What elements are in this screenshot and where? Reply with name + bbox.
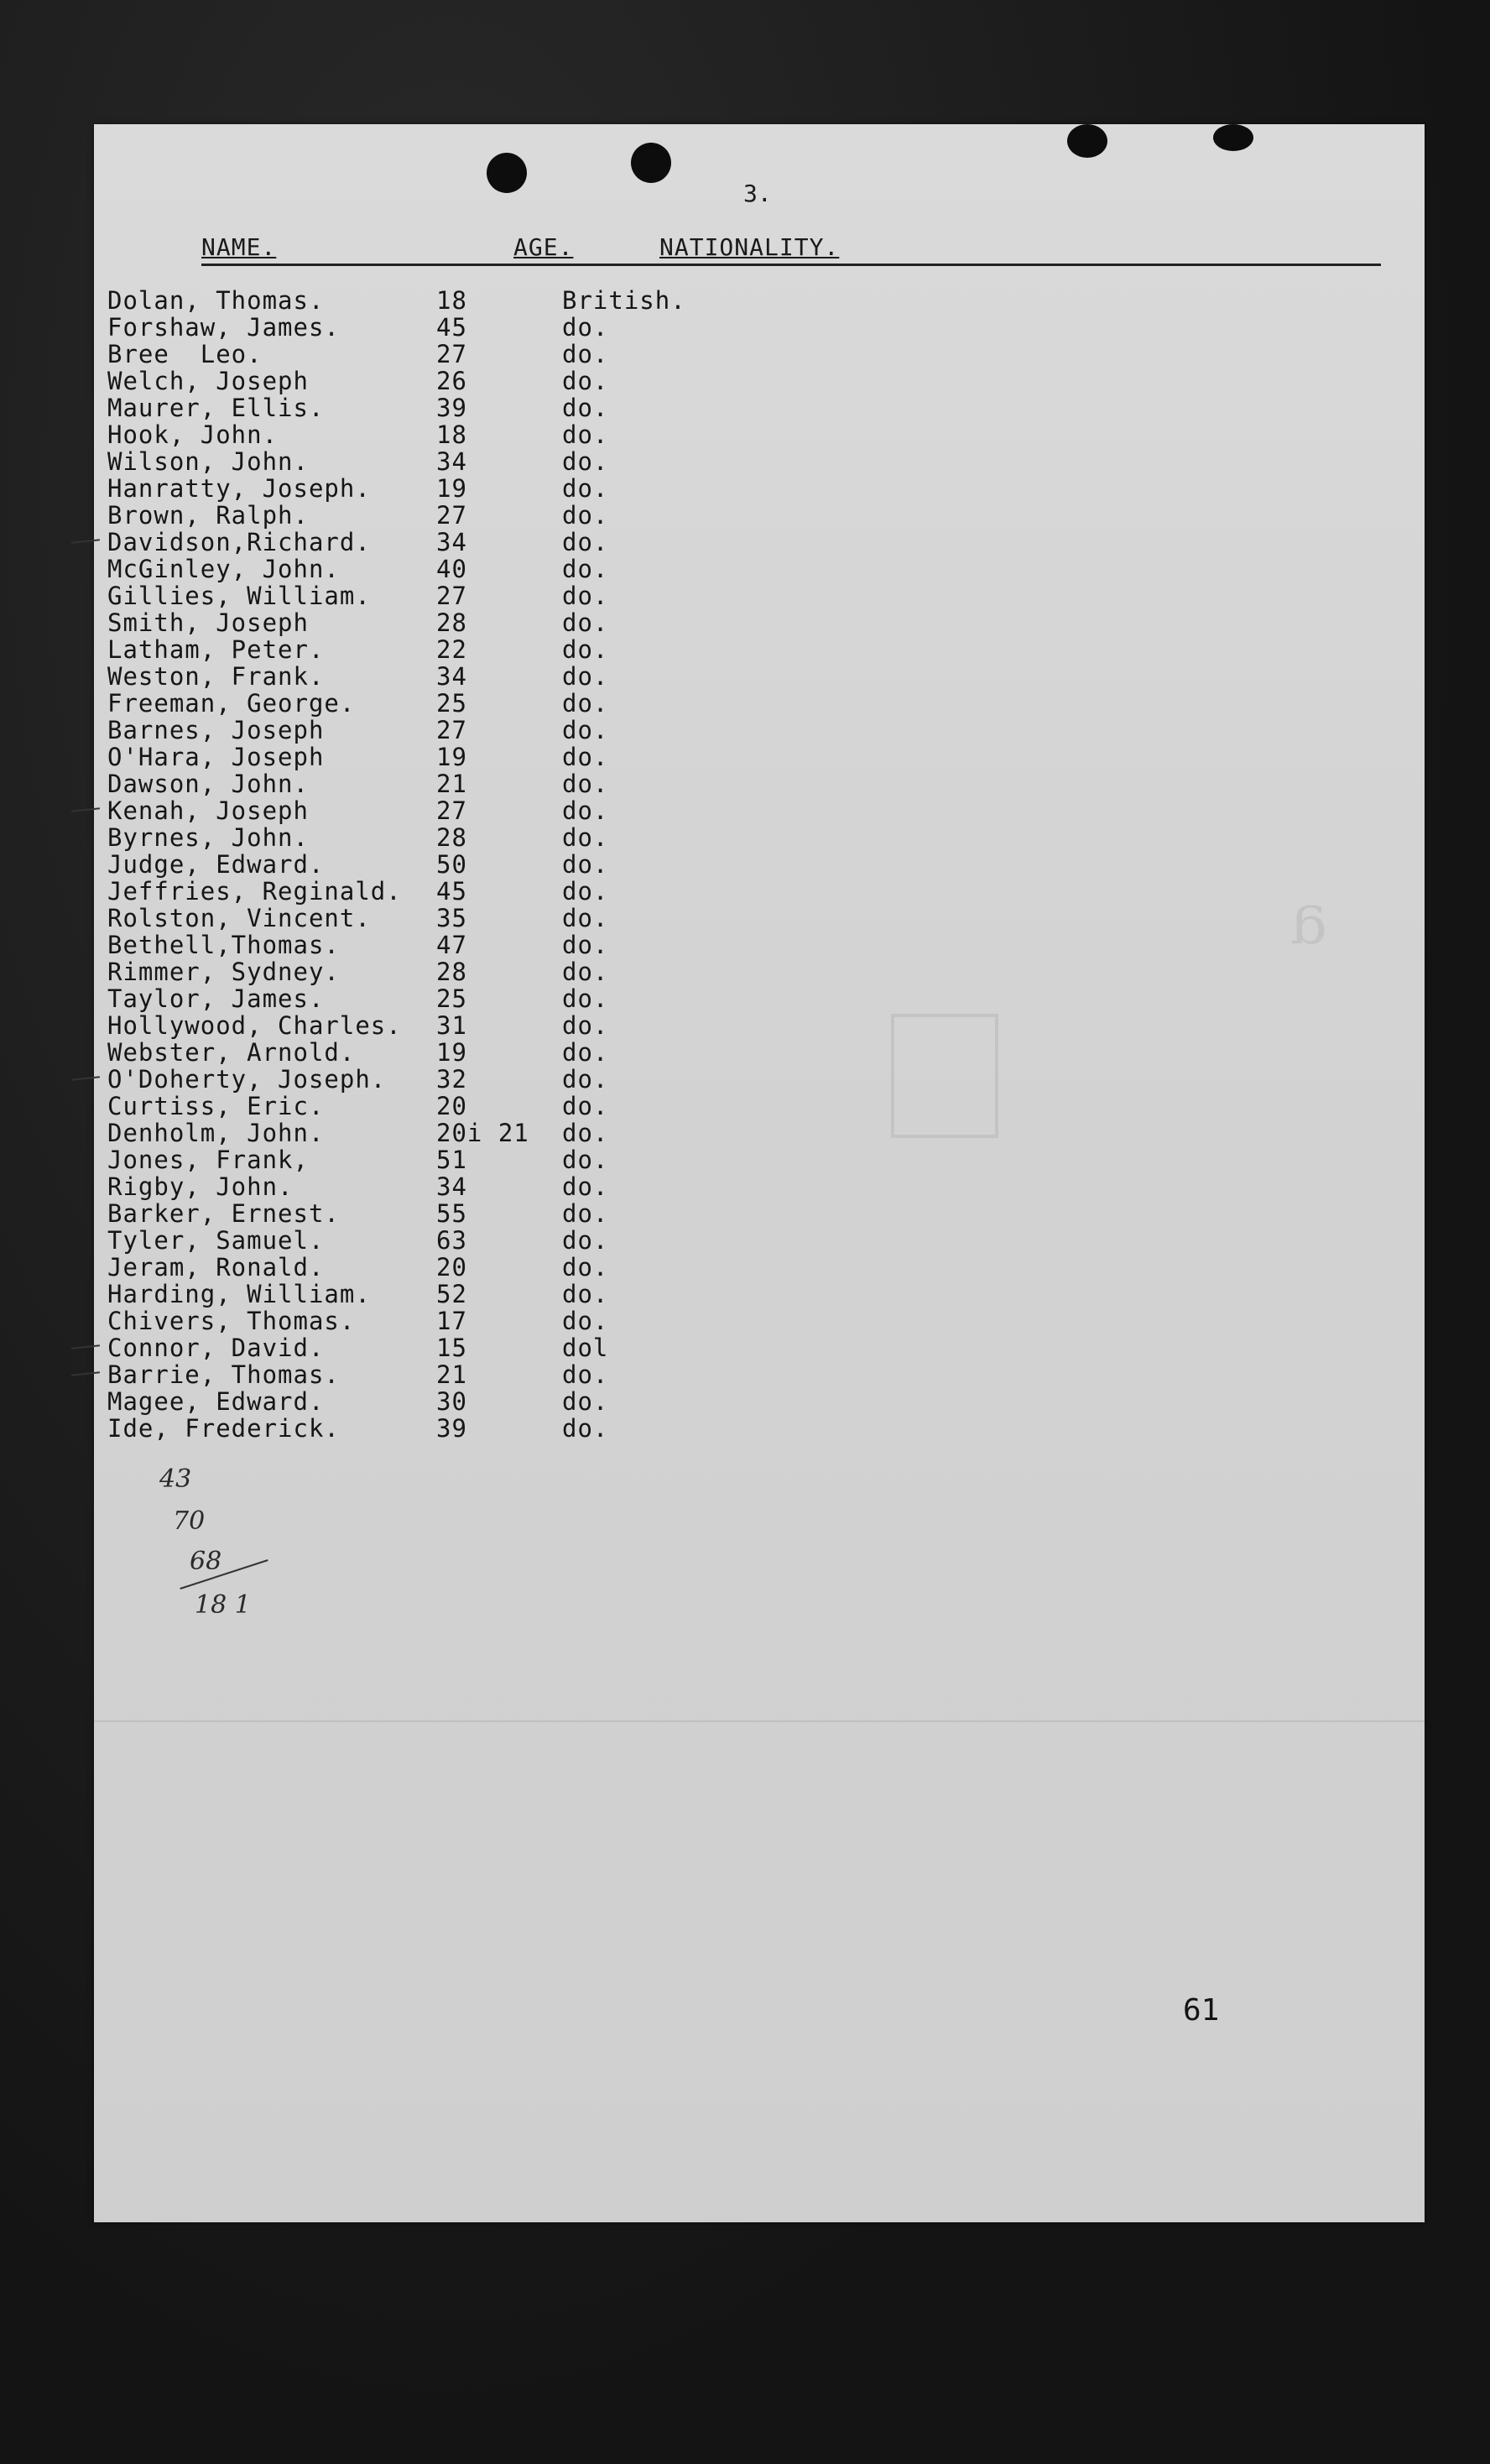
nationality-cell: do. (562, 474, 609, 503)
list-row (0, 314, 1331, 341)
name-cell: Hanratty, Joseph. (107, 474, 371, 503)
name-cell: Jeram, Ronald. (107, 1253, 325, 1282)
nationality-cell: do. (562, 313, 609, 342)
list-row (0, 1281, 1331, 1308)
name-cell: Dawson, John. (107, 770, 309, 798)
punch-hole (1067, 124, 1107, 158)
name-cell: Davidson,Richard. (107, 528, 371, 556)
age-cell: 25 (436, 984, 467, 1013)
list-row (0, 341, 1331, 368)
nationality-cell: do. (562, 716, 609, 744)
punch-hole (631, 143, 671, 183)
name-cell: Rimmer, Sydney. (107, 958, 340, 986)
name-cell: Freeman, George. (107, 689, 356, 718)
nationality-cell: do. (562, 770, 609, 798)
age-cell: 55 (436, 1199, 467, 1228)
nationality-cell: do. (562, 501, 609, 530)
name-cell: McGinley, John. (107, 555, 340, 583)
header-age: AGE. (513, 233, 574, 261)
list-row (0, 421, 1331, 448)
passenger-list (0, 287, 1331, 1442)
age-cell: 20 (436, 1253, 467, 1282)
nationality-cell: do. (562, 420, 609, 449)
name-cell: Wilson, John. (107, 447, 309, 476)
nationality-cell: do. (562, 904, 609, 932)
nationality-cell: do. (562, 1092, 609, 1120)
list-row (0, 368, 1331, 394)
name-cell: Latham, Peter. (107, 635, 325, 664)
name-cell: O'Doherty, Joseph. (107, 1065, 387, 1094)
name-cell: Bree Leo. (107, 340, 263, 368)
nationality-cell: do. (562, 850, 609, 879)
list-row (0, 609, 1331, 636)
nationality-cell: do. (562, 608, 609, 637)
nationality-cell: do. (562, 1011, 609, 1040)
age-cell: 25 (436, 689, 467, 718)
nationality-cell: do. (562, 1307, 609, 1335)
list-row (0, 1334, 1331, 1361)
age-cell: 26 (436, 367, 467, 395)
age-cell: 45 (436, 313, 467, 342)
name-cell: O'Hara, Joseph (107, 743, 325, 771)
list-row (0, 1415, 1331, 1442)
name-cell: Gillies, William. (107, 582, 371, 610)
age-cell: 28 (436, 823, 467, 852)
age-cell: 35 (436, 904, 467, 932)
tick-mark (71, 1371, 100, 1376)
list-row (0, 1200, 1331, 1227)
age-cell: 47 (436, 931, 467, 959)
name-cell: Curtiss, Eric. (107, 1092, 325, 1120)
list-row (0, 1227, 1331, 1254)
nationality-cell: do. (562, 1172, 609, 1201)
list-row (0, 287, 1331, 314)
name-cell: Connor, David. (107, 1334, 325, 1362)
age-cell: 20 (436, 1092, 467, 1120)
list-row (0, 1173, 1331, 1200)
list-row (0, 448, 1331, 475)
age-cell: 18 (436, 286, 467, 315)
name-cell: Jones, Frank, (107, 1146, 309, 1174)
ghost-stamp: ᵍ (1290, 864, 1327, 972)
nationality-cell: do. (562, 1253, 609, 1282)
name-cell: Smith, Joseph (107, 608, 309, 637)
nationality-cell: do. (562, 367, 609, 395)
name-cell: Denholm, John. (107, 1119, 325, 1147)
age-cell: 40 (436, 555, 467, 583)
name-cell: Hollywood, Charles. (107, 1011, 402, 1040)
nationality-cell: do. (562, 1065, 609, 1094)
age-cell: 34 (436, 528, 467, 556)
list-row (0, 905, 1331, 932)
name-cell: Brown, Ralph. (107, 501, 309, 530)
list-row (0, 690, 1331, 717)
margin-note: 68 (190, 1547, 222, 1576)
list-row (0, 582, 1331, 609)
age-cell: 18 (436, 420, 467, 449)
nationality-cell: do. (562, 447, 609, 476)
list-row (0, 1093, 1331, 1120)
age-cell: 19 (436, 1038, 467, 1067)
nationality-cell: do. (562, 1226, 609, 1255)
age-cell: 28 (436, 608, 467, 637)
nationality-cell: do. (562, 984, 609, 1013)
list-row (0, 770, 1331, 797)
margin-notes (153, 1464, 287, 1632)
age-cell: 19 (436, 743, 467, 771)
list-row (0, 529, 1331, 556)
age-cell: 30 (436, 1387, 467, 1416)
list-row (0, 932, 1331, 958)
nationality-cell: do. (562, 528, 609, 556)
list-row (0, 663, 1331, 690)
nationality-cell: do. (562, 689, 609, 718)
name-cell: Chivers, Thomas. (107, 1307, 356, 1335)
list-row (0, 851, 1331, 878)
list-row (0, 636, 1331, 663)
tick-mark (71, 539, 100, 544)
list-row (0, 502, 1331, 529)
nationality-cell: do. (562, 877, 609, 906)
list-row (0, 394, 1331, 421)
age-cell: 27 (436, 796, 467, 825)
nationality-cell: do. (562, 662, 609, 691)
name-cell: Byrnes, John. (107, 823, 309, 852)
name-cell: Harding, William. (107, 1280, 371, 1308)
name-cell: Jeffries, Reginald. (107, 877, 402, 906)
nationality-cell: do. (562, 394, 609, 422)
list-row (0, 556, 1331, 582)
punch-hole (487, 153, 527, 193)
age-cell: 51 (436, 1146, 467, 1174)
name-cell: Taylor, James. (107, 984, 325, 1013)
name-cell: Weston, Frank. (107, 662, 325, 691)
age-cell: 45 (436, 877, 467, 906)
age-cell: 27 (436, 582, 467, 610)
age-cell: 27 (436, 501, 467, 530)
nationality-cell: do. (562, 1119, 609, 1147)
nationality-cell: do. (562, 823, 609, 852)
nationality-cell: do. (562, 1387, 609, 1416)
age-cell: 21 (436, 1360, 467, 1389)
name-cell: Tyler, Samuel. (107, 1226, 325, 1255)
column-header-row (201, 230, 1381, 266)
age-cell: 31 (436, 1011, 467, 1040)
list-row (0, 958, 1331, 985)
list-row (0, 878, 1331, 905)
nationality-cell: do. (562, 1414, 609, 1443)
age-cell: 50 (436, 850, 467, 879)
age-cell: 27 (436, 716, 467, 744)
name-cell: Welch, Joseph (107, 367, 309, 395)
age-cell: 63 (436, 1226, 467, 1255)
name-cell: Bethell,Thomas. (107, 931, 340, 959)
nationality-cell: do. (562, 1280, 609, 1308)
header-name: NAME. (201, 233, 277, 261)
name-cell: Forshaw, James. (107, 313, 340, 342)
age-cell: 15 (436, 1334, 467, 1362)
nationality-cell: do. (562, 1038, 609, 1067)
margin-note: 43 (159, 1464, 192, 1494)
age-cell: 34 (436, 1172, 467, 1201)
header-nationality: NATIONALITY. (659, 233, 840, 261)
nationality-cell: do. (562, 931, 609, 959)
age-cell: 17 (436, 1307, 467, 1335)
folio-number: 61 (1183, 1993, 1220, 2028)
name-cell: Dolan, Thomas. (107, 286, 325, 315)
name-cell: Barnes, Joseph (107, 716, 325, 744)
nationality-cell: do. (562, 796, 609, 825)
age-cell: 19 (436, 474, 467, 503)
nationality-cell: do. (562, 635, 609, 664)
page-number: 3. (743, 180, 772, 207)
nationality-cell: do. (562, 958, 609, 986)
margin-note: 70 (173, 1506, 206, 1536)
age-cell: 39 (436, 1414, 467, 1443)
name-cell: Judge, Edward. (107, 850, 325, 879)
name-cell: Maurer, Ellis. (107, 394, 325, 422)
list-row (0, 1012, 1331, 1039)
age-cell: 34 (436, 447, 467, 476)
list-row (0, 1039, 1331, 1066)
list-row (0, 475, 1331, 502)
nationality-cell: do. (562, 1146, 609, 1174)
age-cell: 20i 21 (436, 1119, 529, 1147)
age-cell: 28 (436, 958, 467, 986)
list-row (0, 797, 1331, 824)
age-cell: 34 (436, 662, 467, 691)
nationality-cell: British. (562, 286, 686, 315)
name-cell: Barker, Ernest. (107, 1199, 340, 1228)
list-row (0, 985, 1331, 1012)
list-row (0, 744, 1331, 770)
age-cell: 32 (436, 1065, 467, 1094)
name-cell: Ide, Frederick. (107, 1414, 340, 1443)
age-cell: 27 (436, 340, 467, 368)
list-row (0, 1066, 1331, 1093)
tick-mark (71, 807, 100, 812)
name-cell: Webster, Arnold. (107, 1038, 356, 1067)
punch-hole (1213, 124, 1253, 151)
list-row (0, 1254, 1331, 1281)
fold-line (94, 1720, 1425, 1722)
tick-mark (71, 1076, 100, 1081)
list-row (0, 1388, 1331, 1415)
nationality-cell: dol (562, 1334, 609, 1362)
tick-mark (71, 1344, 100, 1349)
name-cell: Rigby, John. (107, 1172, 294, 1201)
list-row (0, 1361, 1331, 1388)
nationality-cell: do. (562, 743, 609, 771)
margin-note: 18 1 (195, 1590, 251, 1620)
name-cell: Rolston, Vincent. (107, 904, 371, 932)
list-row (0, 824, 1331, 851)
list-row (0, 1146, 1331, 1173)
nationality-cell: do. (562, 555, 609, 583)
age-cell: 52 (436, 1280, 467, 1308)
list-row (0, 1120, 1331, 1146)
list-row (0, 1308, 1331, 1334)
name-cell: Barrie, Thomas. (107, 1360, 340, 1389)
name-cell: Magee, Edward. (107, 1387, 325, 1416)
age-cell: 21 (436, 770, 467, 798)
age-cell: 22 (436, 635, 467, 664)
name-cell: Kenah, Joseph (107, 796, 309, 825)
nationality-cell: do. (562, 1360, 609, 1389)
nationality-cell: do. (562, 1199, 609, 1228)
list-row (0, 717, 1331, 744)
nationality-cell: do. (562, 582, 609, 610)
name-cell: Hook, John. (107, 420, 279, 449)
age-cell: 39 (436, 394, 467, 422)
nationality-cell: do. (562, 340, 609, 368)
